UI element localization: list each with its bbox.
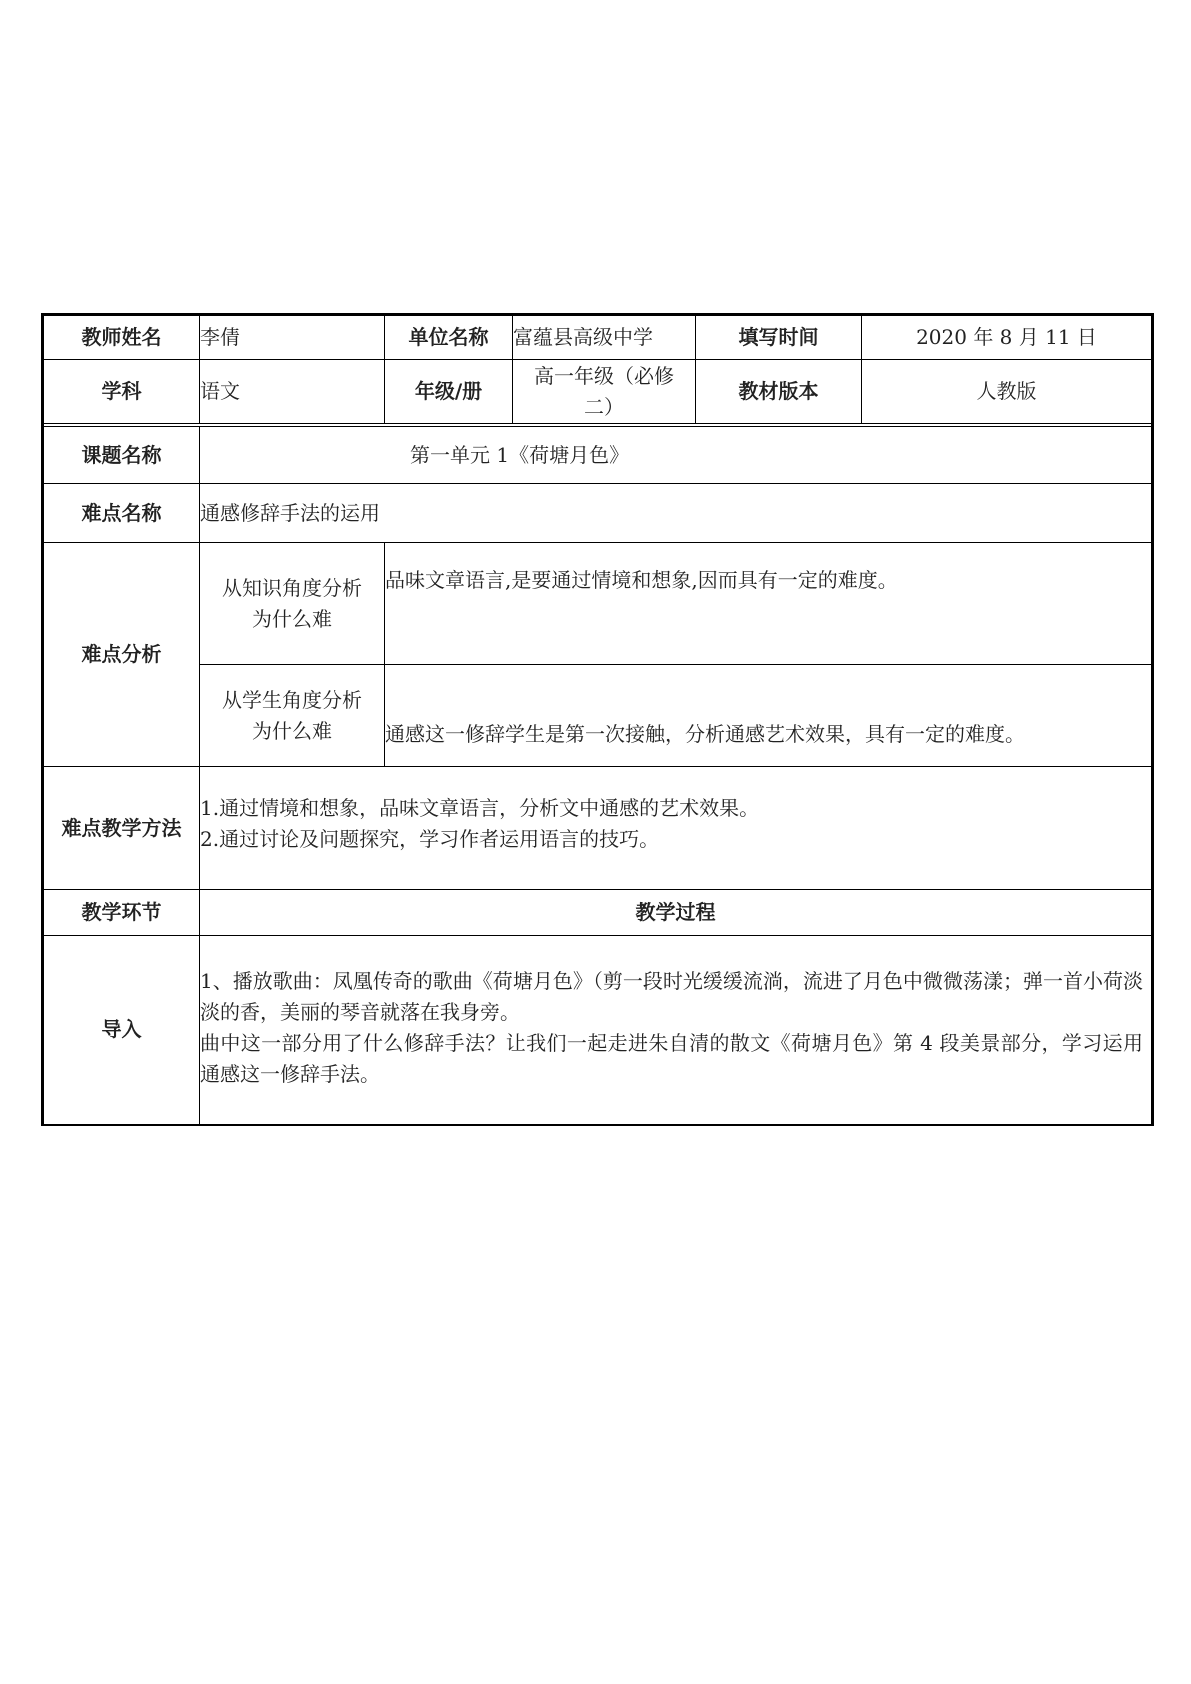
row-analysis-student (43, 665, 1153, 767)
student-angle-label: 从学生角度分析为什么难 (200, 665, 385, 767)
process-label: 教学过程 (200, 890, 1153, 936)
subject-label: 学科 (43, 360, 200, 424)
method-line-2: 2.通过讨论及问题探究，学习作者运用语言的技巧。 (200, 827, 660, 851)
student-angle-text: 通感这一修辞学生是第一次接触，分析通感艺术效果，具有一定的难度。 (385, 665, 1153, 767)
teacher-label: 教师姓名 (43, 315, 200, 360)
row-method (43, 767, 1153, 890)
topic-label: 课题名称 (43, 427, 200, 484)
intro-paragraph-2: 曲中这一部分用了什么修辞手法？让我们一起走进朱自清的散文《荷塘月色》第 4 段美景部分，学习运用通感这一修辞手法。 (200, 1031, 1143, 1086)
knowledge-angle-label: 从知识角度分析为什么难 (200, 543, 385, 665)
edition-label: 教材版本 (696, 360, 862, 424)
intro-label: 导入 (43, 936, 200, 1125)
method-line-1: 1.通过情境和想象，品味文章语言，分析文中通感的艺术效果。 (200, 796, 760, 820)
row-process-header (43, 890, 1153, 936)
unit-label: 单位名称 (385, 315, 513, 360)
unit-value: 富蕴县高级中学 (513, 315, 696, 360)
analysis-label: 难点分析 (43, 543, 200, 767)
row-analysis-knowledge (43, 543, 1153, 665)
row-intro (43, 936, 1153, 1125)
method-label: 难点教学方法 (43, 767, 200, 890)
date-label: 填写时间 (696, 315, 862, 360)
row-topic (43, 427, 1153, 484)
subject-value: 语文 (200, 360, 385, 424)
knowledge-angle-text: 品味文章语言,是要通过情境和想象,因而具有一定的难度。 (385, 543, 1153, 665)
intro-paragraph-1: 1、播放歌曲：凤凰传奇的歌曲《荷塘月色》（剪一段时光缓缓流淌，流进了月色中微微荡漾；弹一首小荷淡淡的香，美丽的琴音就落在我身旁。 (200, 969, 1143, 1024)
teacher-value: 李倩 (200, 315, 385, 360)
difficulty-label: 难点名称 (43, 484, 200, 543)
intro-text (200, 936, 1153, 1125)
lesson-plan-table (41, 313, 1154, 1126)
row-subject (43, 360, 1153, 424)
grade-label: 年级/册 (385, 360, 513, 424)
topic-value: 第一单元 1《荷塘月色》 (200, 427, 1153, 484)
row-difficulty (43, 484, 1153, 543)
edition-value: 人教版 (862, 360, 1153, 424)
date-value: 2020 年 8 月 11 日 (862, 315, 1153, 360)
row-teacher (43, 315, 1153, 360)
stage-label: 教学环节 (43, 890, 200, 936)
grade-value: 高一年级（必修二） (513, 360, 696, 424)
difficulty-value: 通感修辞手法的运用 (200, 484, 1153, 543)
method-text (200, 767, 1153, 890)
